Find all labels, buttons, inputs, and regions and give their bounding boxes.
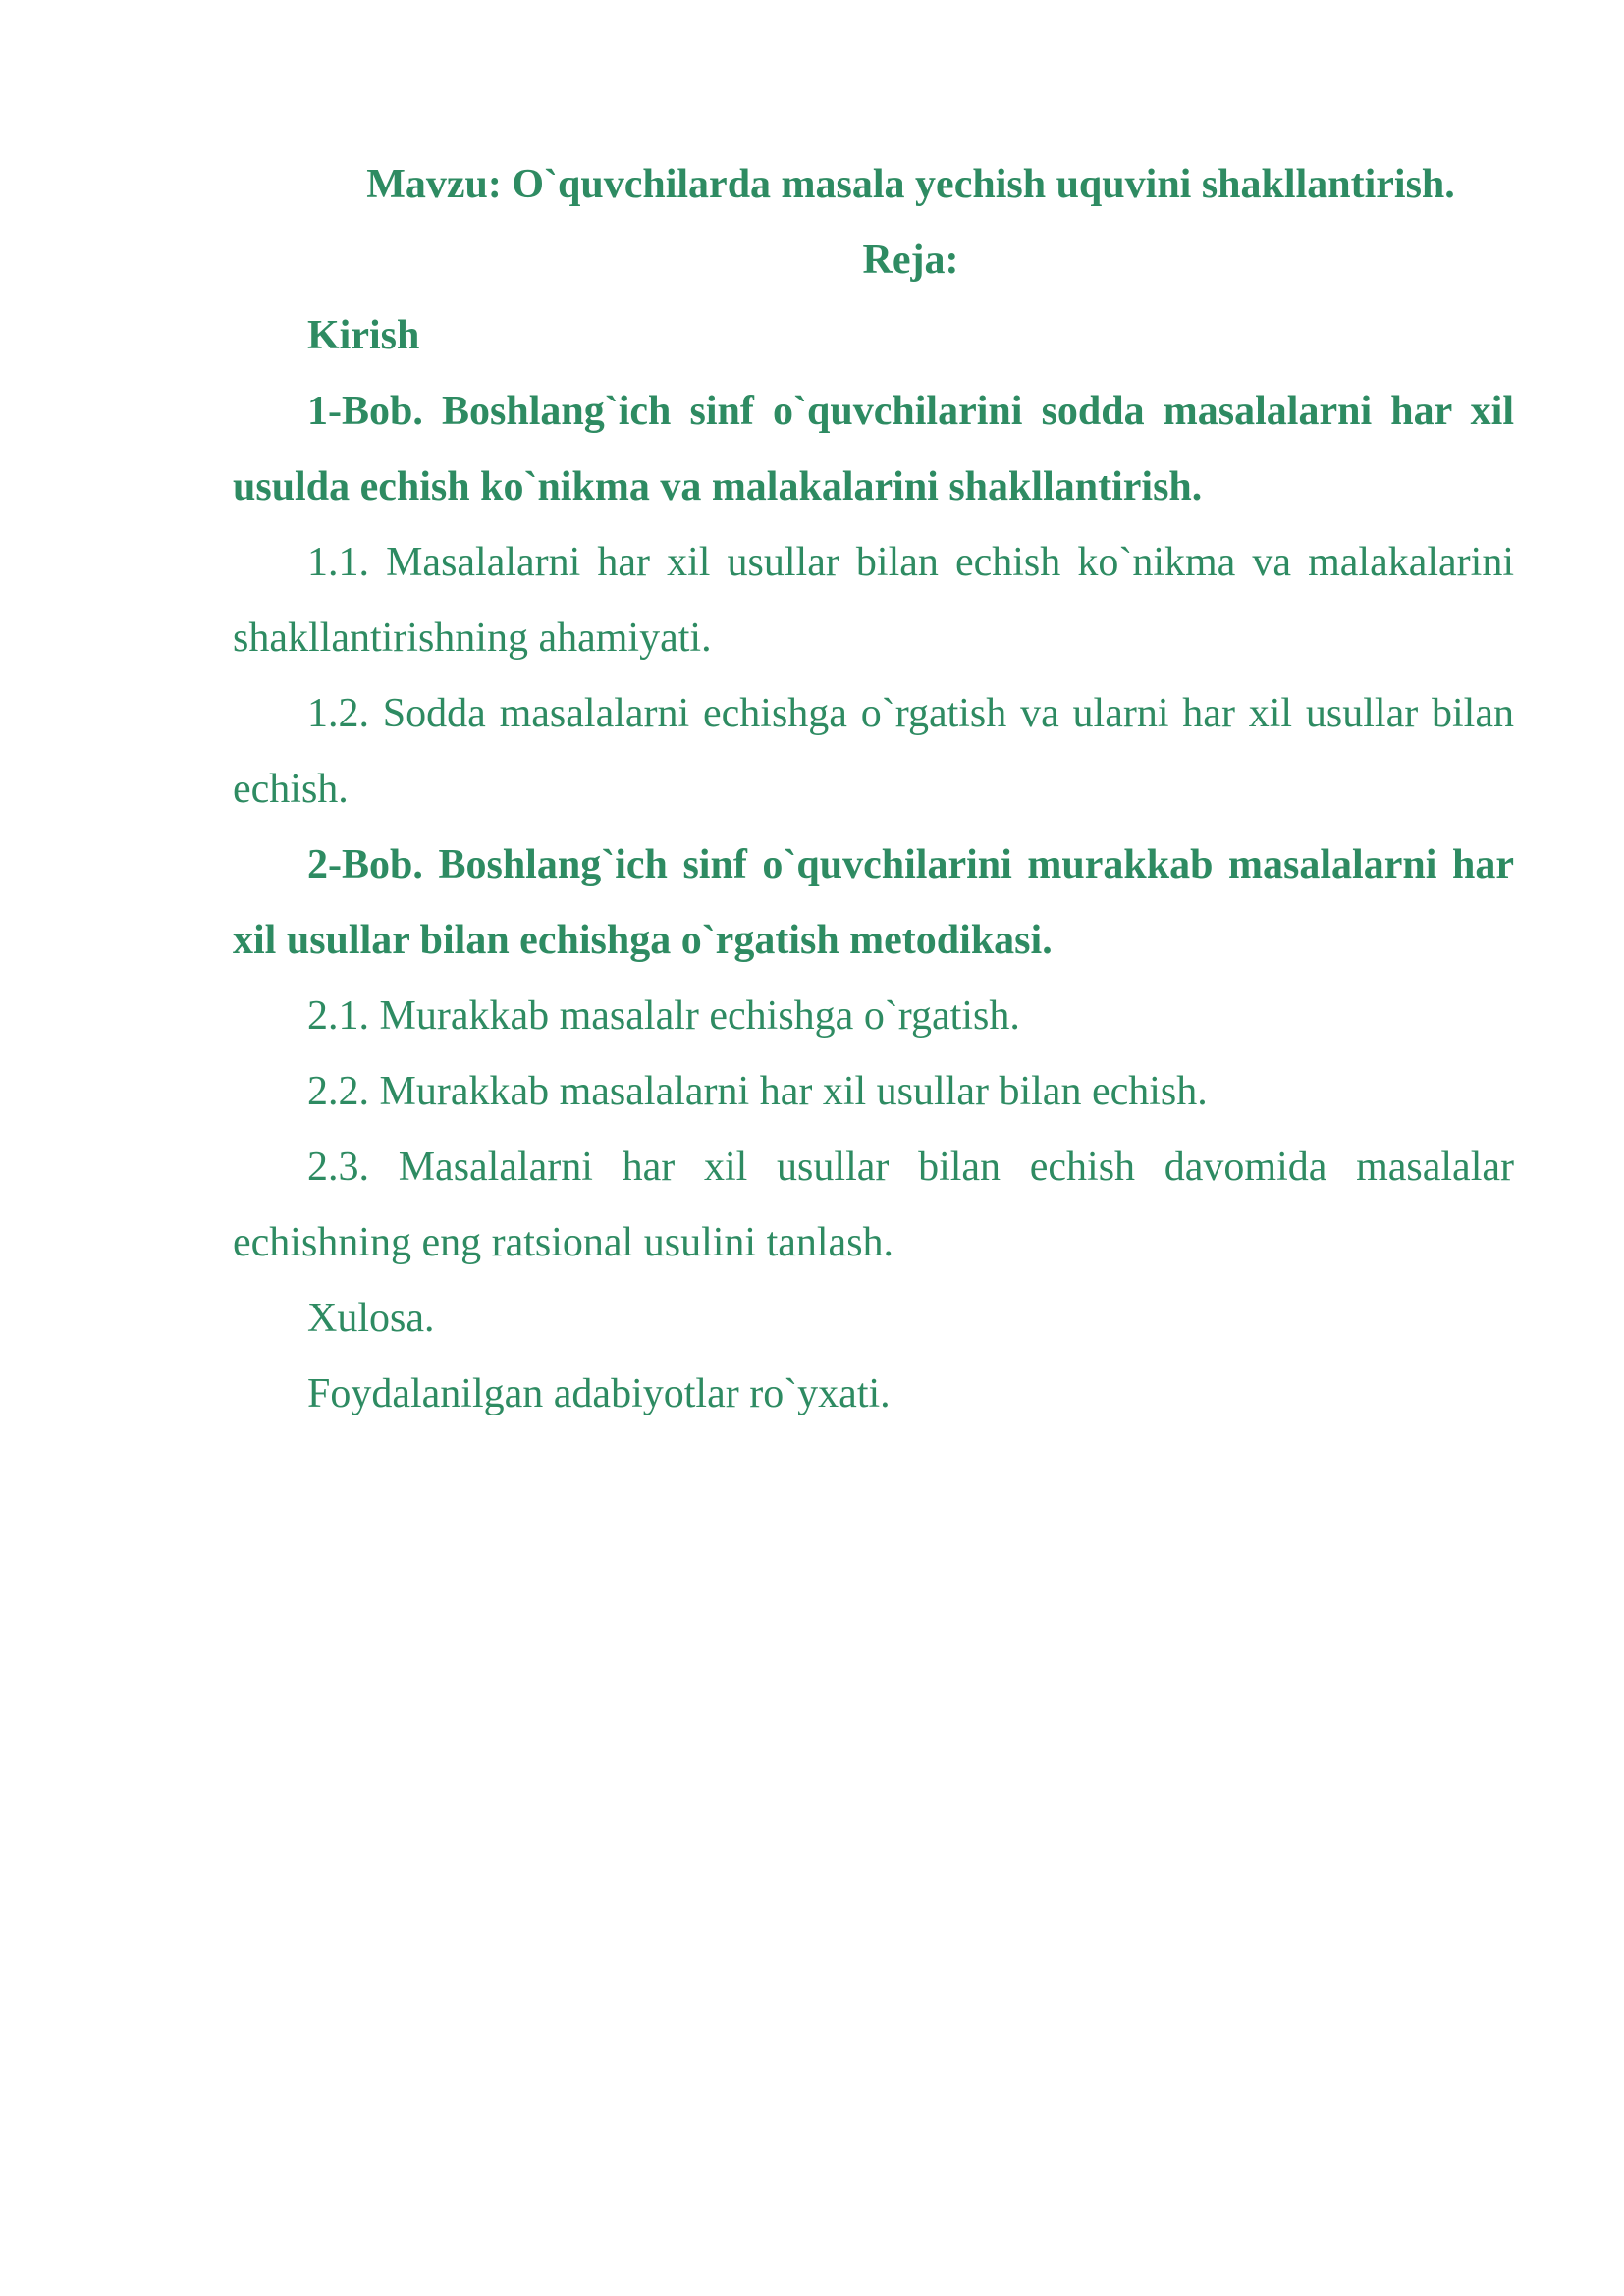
plan-item-section-1-1: 1.1. Masalalarni har xil usullar bilan echish ko`nikma va malakalarini shakllantirishning ahamiyati. <box>233 540 1514 661</box>
plan-item-section-2-1: 2.1. Murakkab masalalr echishga o`rgatish. <box>307 993 1020 1039</box>
plan-item-conclusion: Xulosa. <box>307 1296 435 1341</box>
plan-item-chapter-1: 1-Bob. Boshlang`ich sinf o`quvchilarini sodda masalalarni har xil usulda echish ko`nikma va malakalarini shakllantirish. <box>233 389 1514 509</box>
plan-item-section-2-2: 2.2. Murakkab masalalarni har xil usullar bilan echish. <box>307 1069 1208 1114</box>
plan-item-section-2-3: 2.3. Masalalarni har xil usullar bilan echish davomida masalalar echishning eng ratsional usulini tanlash. <box>233 1145 1514 1265</box>
document-title: Mavzu: O`quvchilarda masala yechish uquvini shakllantirish. <box>366 162 1455 207</box>
plan-heading: Reja: <box>862 238 959 283</box>
plan-item-section-1-2: 1.2. Sodda masalalarni echishga o`rgatish va ularni har xil usullar bilan echish. <box>233 691 1514 812</box>
plan-item-introduction: Kirish <box>307 313 420 358</box>
document-body <box>233 147 1514 1432</box>
plan-item-chapter-2: 2-Bob. Boshlang`ich sinf o`quvchilarini murakkab masalalarni har xil usullar bilan echishga o`rgatish metodikasi. <box>233 842 1514 963</box>
plan-item-references: Foydalanilgan adabiyotlar ro`yxati. <box>307 1371 891 1416</box>
